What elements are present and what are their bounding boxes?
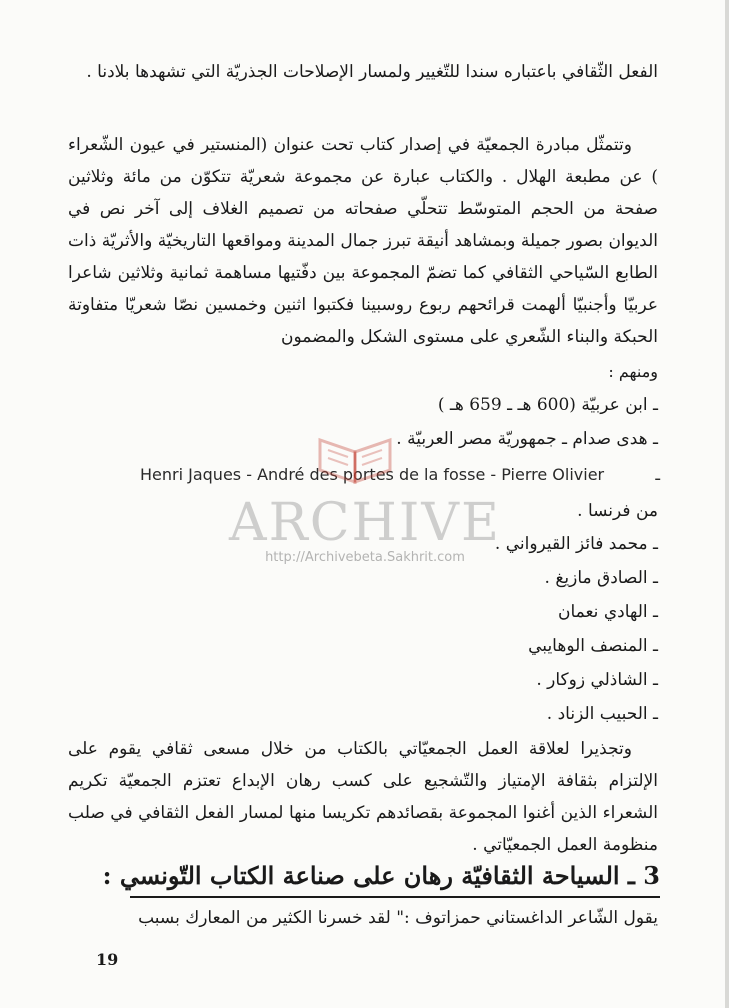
list-item: ـ هدى صدام ـ جمهوريّة مصر العربيّة . <box>396 429 658 449</box>
list-item: ـ الهادي نعمان <box>557 602 658 622</box>
list-item: ـ ابن عربيّة (600 هـ ـ 659 هـ ) <box>437 395 658 415</box>
watermark-title: ARCHIVE <box>229 493 501 553</box>
from-france-label: من فرنسا . <box>577 501 658 521</box>
list-item: ـ المنصف الوهايبي <box>528 636 658 656</box>
archive-watermark <box>200 420 530 570</box>
page-number: 19 <box>96 950 119 969</box>
paragraph-honoring-poets: وتجذيرا لعلاقة العمل الجمعيّاتي بالكتاب من خلال مسعى ثقافي يقوم على الإلتزام بثقافة الإمتياز والتّشجيع على كسب رهان الإبداع تعتزم الجمعيّة تكريم الشعراء الذين أغنوا المجموعة بقصائدهم تكريسا منها لمسار الفعل الثقافي في صلب منظومة العمل الجمعيّاتي . <box>68 739 658 855</box>
latin-names: Henri Jaques - André des portes de la fosse - Pierre Olivier <box>140 465 605 484</box>
section-heading: 3 ـ السياحة الثقافيّة رهان على صناعة الكتاب التّونسي : <box>130 856 660 898</box>
paragraph-intro: الفعل الثّقافي باعتباره سندا للتّغيير ولمسار الإصلاحات الجذريّة التي تشهدها بلادنا . <box>86 62 658 82</box>
book-logo-icon <box>310 432 400 492</box>
list-item: ـ محمد فائز القيرواني . <box>494 534 658 554</box>
list-intro-label: ومنهم : <box>608 362 658 381</box>
list-item: ـ الصادق مازيغ . <box>544 568 658 588</box>
list-item: ـ الحبيب الزناد . <box>546 704 658 724</box>
paragraph-quote-start: يقول الشّاعر الداغستاني حمزاتوف :" لقد خسرنا الكثير من المعارك بسبب <box>138 908 658 928</box>
scan-edge <box>725 0 729 1008</box>
paragraph-book-description: وتتمثّل مبادرة الجمعيّة في إصدار كتاب تحت عنوان (المنستير في عيون الشّعراء ) عن مطبعة الهلال . والكتاب عبارة عن مجموعة شعريّة تتكوّن من مائة وثلاثين صفحة من الحجم المتوسّط تتحلّي صفحاته من تصميم الغلاف إلى آخر نص في الديوان بصور جميلة وبمشاهد أنيقة تبرز جمال المدينة ومواقعها التاريخيّة والأثريّة ذات الطابع السّياحي الثقافي كما تضمّ المجموعة بين دفّتيها مساهمة ثمانية وثلاثين شاعرا عربيّا وأجنبيّا ألهمت قرائحهم ربوع روسبينا فكتبوا اثنين وخمسين نصّا شعريّا متفاوتة الحبكة والبناء الشّعري على مستوى الشكل والمضمون <box>68 135 658 347</box>
watermark-url: http://Archivebeta.Sakhrit.com <box>265 550 465 565</box>
list-dash: ـ <box>655 465 660 484</box>
list-item: ـ الشاذلي زوكار . <box>536 670 658 690</box>
